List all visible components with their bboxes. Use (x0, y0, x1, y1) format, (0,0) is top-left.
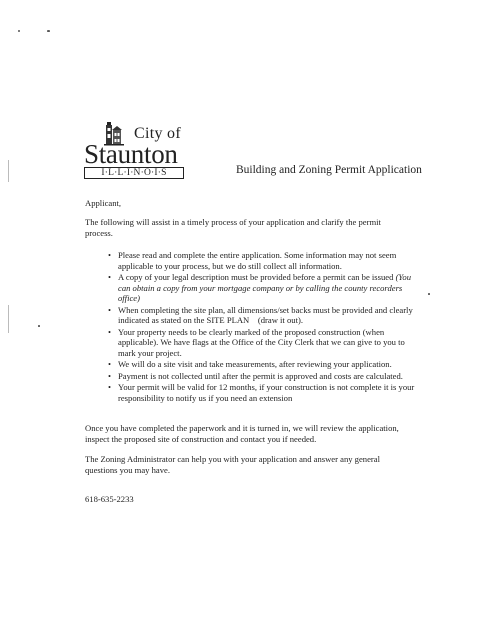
scan-speck (38, 325, 40, 327)
list-item (108, 359, 420, 370)
scan-edge-mark (8, 305, 9, 333)
logo-state-banner: I·L·L·I·N·O·I·S (84, 167, 184, 179)
list-item-text: When completing the site plan, all dimensions/set backs must be provided and clearly indicated as stated on the SITE PLAN (draw it out). (118, 304, 415, 326)
list-item (108, 250, 420, 271)
instruction-list (108, 250, 420, 404)
list-item-text: Please read and complete the entire application. Some information may not seem applicable to your process, but we do still collect all information. (118, 250, 397, 271)
bullet-icon: • (108, 370, 112, 381)
list-item-note: (You can obtain a copy from your mortgage company or by calling the county recorders office) (118, 271, 412, 304)
bullet-icon: • (108, 381, 112, 392)
admin-paragraph: The Zoning Administrator can help you with your application and answer any general questions you may have. (85, 454, 380, 475)
scan-speck (47, 30, 50, 32)
bullet-icon: • (108, 359, 112, 370)
bullet-icon: • (108, 271, 112, 282)
list-item (108, 271, 420, 304)
closing-paragraph: Once you have completed the paperwork and it is turned in, we will review the application, inspect the proposed site of construction and contact you if needed. (85, 423, 399, 444)
logo-city-name: Staunton (84, 139, 178, 169)
scan-speck (18, 30, 20, 32)
salutation: Applicant, (85, 198, 122, 208)
list-item (108, 326, 420, 359)
document-title: Building and Zoning Permit Application (236, 164, 422, 176)
bullet-icon: • (108, 304, 112, 315)
list-item-text: We will do a site visit and take measurements, after reviewing your application. (118, 359, 392, 370)
logo-city-of: City of (134, 125, 181, 142)
bullet-icon: • (108, 326, 112, 337)
phone-number: 618-635-2233 (85, 494, 134, 504)
scan-edge-mark (8, 160, 9, 182)
city-logo (84, 120, 186, 182)
bullet-icon: • (108, 250, 112, 260)
intro-paragraph: The following will assist in a timely process of your application and clarify the permit process. (85, 217, 381, 238)
list-item-text: Payment is not collected until after the permit is approved and costs are calculated. (118, 370, 403, 381)
list-item-text: A copy of your legal description must be provided before a permit can be issued (118, 271, 394, 282)
list-item (108, 370, 420, 382)
list-item (108, 304, 420, 326)
scan-speck (428, 293, 430, 295)
list-item-text: Your property needs to be clearly marked of the proposed construction (when applicable). We have flags at the Office of the City Clerk that we can give to you to mark your project. (118, 326, 405, 358)
list-item-text: Your permit will be valid for 12 months, if your construction is not complete it is your responsibility to notify us if you need an extension (118, 381, 415, 403)
list-item (108, 381, 420, 403)
